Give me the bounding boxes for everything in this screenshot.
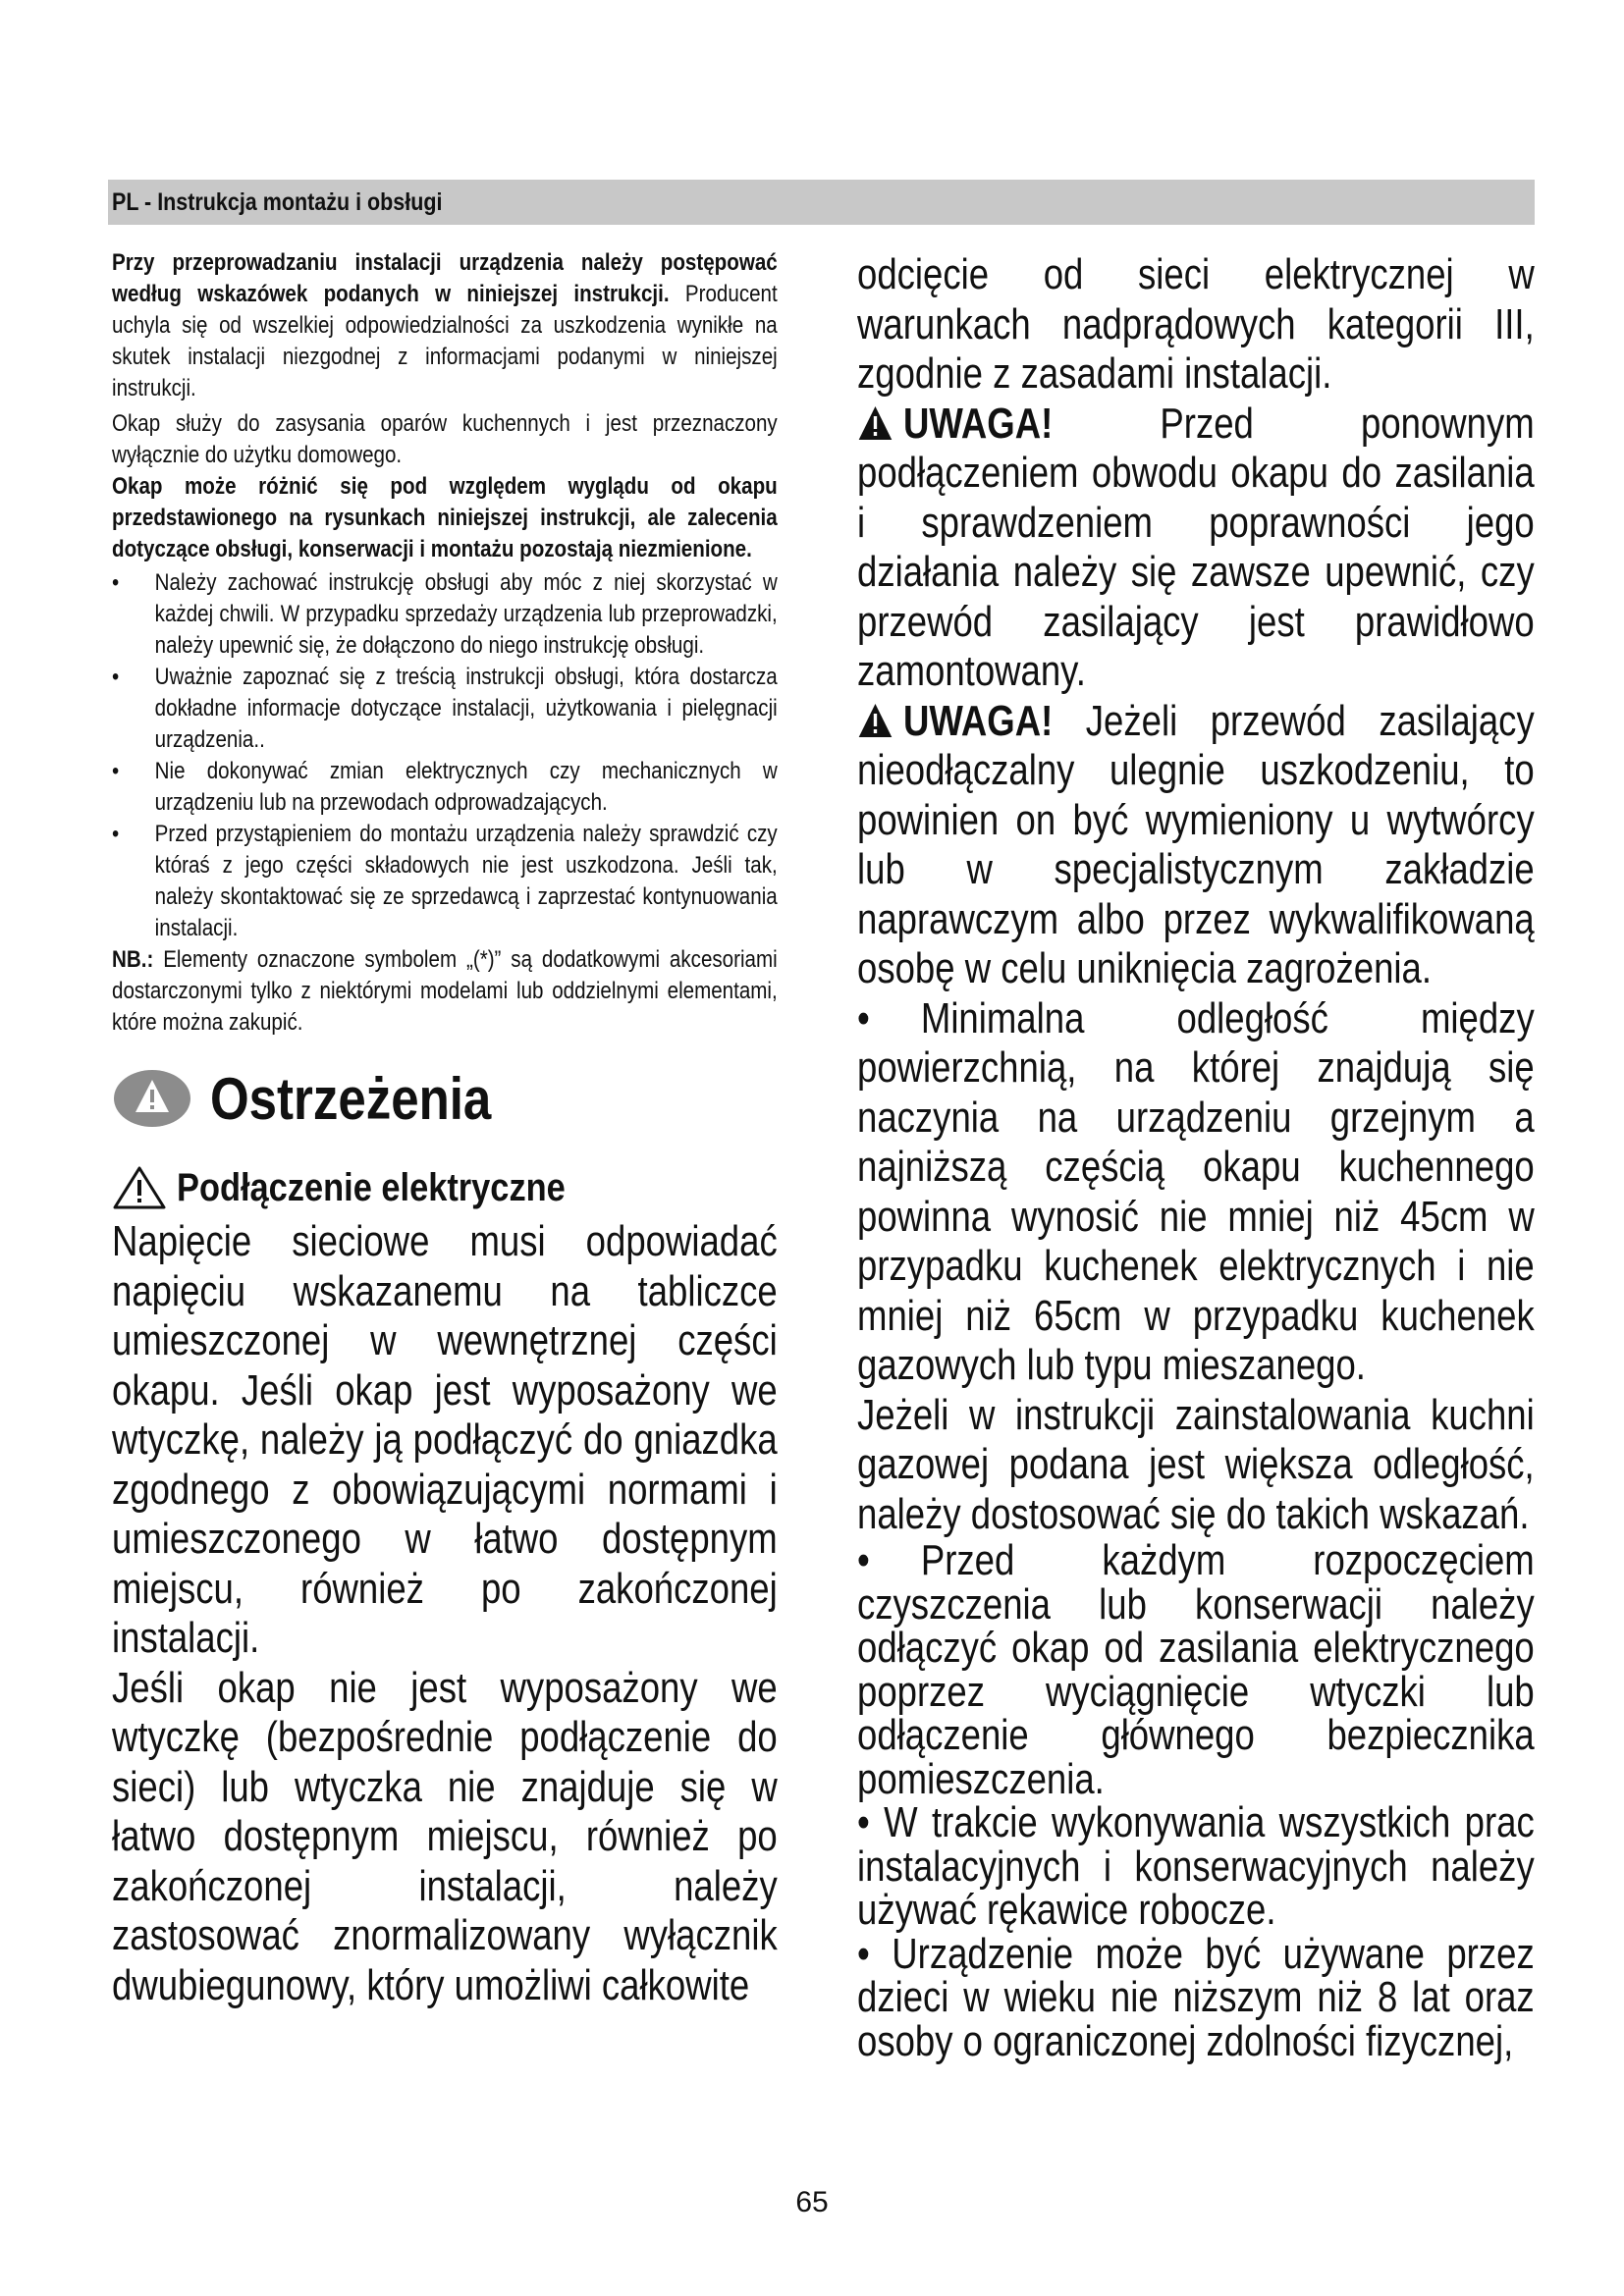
electrical-paragraph-3: odcięcie od sieci elektrycznej w warunkach nadprądowych kategorii III, zgodnie z zasadami instalacji. [857,251,1535,398]
warning-label: UWAGA! [903,697,1054,745]
page-number: 65 [795,2186,829,2218]
electrical-paragraph-1: Napięcie sieciowe musi odpowiadać napięciu wskazanemu na tabliczce umieszczonej w wewnętrznej części okapu. Jeśli okap jest wyposażony we wtyczkę, należy ją podłączyć do gniazdka zgodnego z obowiązującymi normami i umieszczonego w łatwo dostępnym miejscu, również po zakończonej instalacji. [112,1218,778,1662]
intro-text: Producent uchyla się od wszelkiej odpowiedzialności za uszkodzenia wynikłe na skutek instalacji niezgodnej z informacjami podanymi w niniejszej instrukcji. [112,281,778,401]
electrical-heading-text: Podłączenie elektryczne [177,1165,566,1209]
warning-label: UWAGA! [903,400,1054,448]
warnings-heading [112,1064,778,1133]
warning-circle-icon [112,1068,192,1129]
list-item: • Należy zachować instrukcję obsługi aby móc z niej skorzystać w każdej chwili. W przypadku sprzedaży urządzenia lub przeprowadzki, należy upewnić się, że dołączono do niego instrukcję obsługi. [112,569,778,659]
electrical-paragraph-2: Jeśli okap nie jest wyposażony we wtyczkę (bezpośrednie podłączenie do sieci) lub wtyczka nie znajduje się w łatwo dostępnym miejscu, również po zakończonej instalacji, należy zastosować znormalizowany wyłącznik dwubiegunowy, który umożliwi całkowite [112,1664,778,2009]
list-item: • Nie dokonywać zmian elektrycznych czy mechanicznych w urządzeniu lub na przewodach odprowadzających. [112,758,778,816]
warning-paragraph-2: UWAGA! Jeżeli przewód zasilający nieodłączalny ulegnie uszkodzeniu, to powinien on być wymieniony u wytwórcy lub w specjalistycznym zakładzie naprawczym albo przez wykwalifikowaną osobę w celu uniknięcia zagrożenia. [857,697,1535,992]
list-item: • Przed przystąpieniem do montażu urządzenia należy sprawdzić czy któraś z jego części składowych nie jest uszkodzona. Jeśli tak, należy skontaktować się ze sprzedawcą i zaprzestać kontynuowania instalacji. [112,821,778,941]
warning-triangle-icon [857,404,893,442]
warning-triangle-icon [112,1165,167,1210]
warnings-heading-text: Ostrzeżenia [210,1065,492,1132]
list-item: • Uważnie zapoznać się z treścią instrukcji obsługi, która dostarcza dokładne informacje dotyczące instalacji, użytkowania i pielęgnacji urządzenia.. [112,664,778,753]
intro-bold: Przy przeprowadzaniu instalacji urządzenia należy postępować według wskazówek podanych w niniejszej instrukcji. [112,249,778,307]
nb-note [112,944,778,1039]
intro-paragraph-2: Okap służy do zasysania oparów kuchennych i jest przeznaczony wyłącznie do użytku domowego. [112,410,778,468]
gloves-bullet: • W trakcie wykonywania wszystkich prac instalacyjnych i konserwacyjnych należy używać rękawice robocze. [857,1799,1535,1934]
intro-paragraph-3: Okap może różnić się pod względem wyglądu od okapu przedstawionego na rysunkach niniejszej instrukcji, ale zalecenia dotyczące obsługi, konserwacji i montażu pozostają niezmienione. [112,473,778,562]
distance-bullet: • Minimalna odległość między powierzchnią, na której znajdują się naczynia na urządzeniu grzejnym a najniższą częścią okapu kuchennego powinna wynosić nie mniej niż 45cm w przypadku kuchenek elektrycznych i nie mniej niż 65cm w przypadku kuchenek gazowych lub typu mieszanego. [857,994,1535,1389]
children-bullet: • Urządzenie może być używane przez dzieci w wieku nie niższym niż 8 lat oraz osoby o ograniczonej zdolności fizycznej, [857,1930,1535,2065]
intro-paragraph-1 [112,247,778,404]
instruction-bullet-list [112,567,778,944]
electrical-heading [112,1162,778,1213]
gas-distance-paragraph: Jeżeli w instrukcji zainstalowania kuchni gazowej podana jest większa odległość, należy dostosować się do takich wskazań. [857,1391,1535,1538]
right-column [857,250,1535,2063]
warning-triangle-icon [857,702,893,739]
cleaning-bullet: • Przed każdym rozpoczęciem czyszczenia lub konserwacji należy odłączyć okap od zasilania elektrycznego poprzez wyciągnięcie wtyczki lub odłączenie głównego bezpiecznika pomieszczenia. [857,1537,1535,1803]
nb-text: Elementy oznaczone symbolem „(*)” są dodatkowymi akcesoriami dostarczonymi tylko z niektórymi modelami lub oddzielnymi elementami, które można zakupić. [112,946,778,1036]
left-column [112,247,778,2010]
section-header-bar [108,180,1535,225]
warning-paragraph-1: UWAGA! Przed ponownym podłączeniem obwodu okapu do zasilania i sprawdzeniem poprawności jego działania należy się zawsze upewnić, czy przewód zasilający jest prawidłowo zamontowany. [857,400,1535,695]
section-title: PL - Instrukcja montażu i obsługi [112,188,443,216]
nb-label: NB.: [112,946,154,973]
